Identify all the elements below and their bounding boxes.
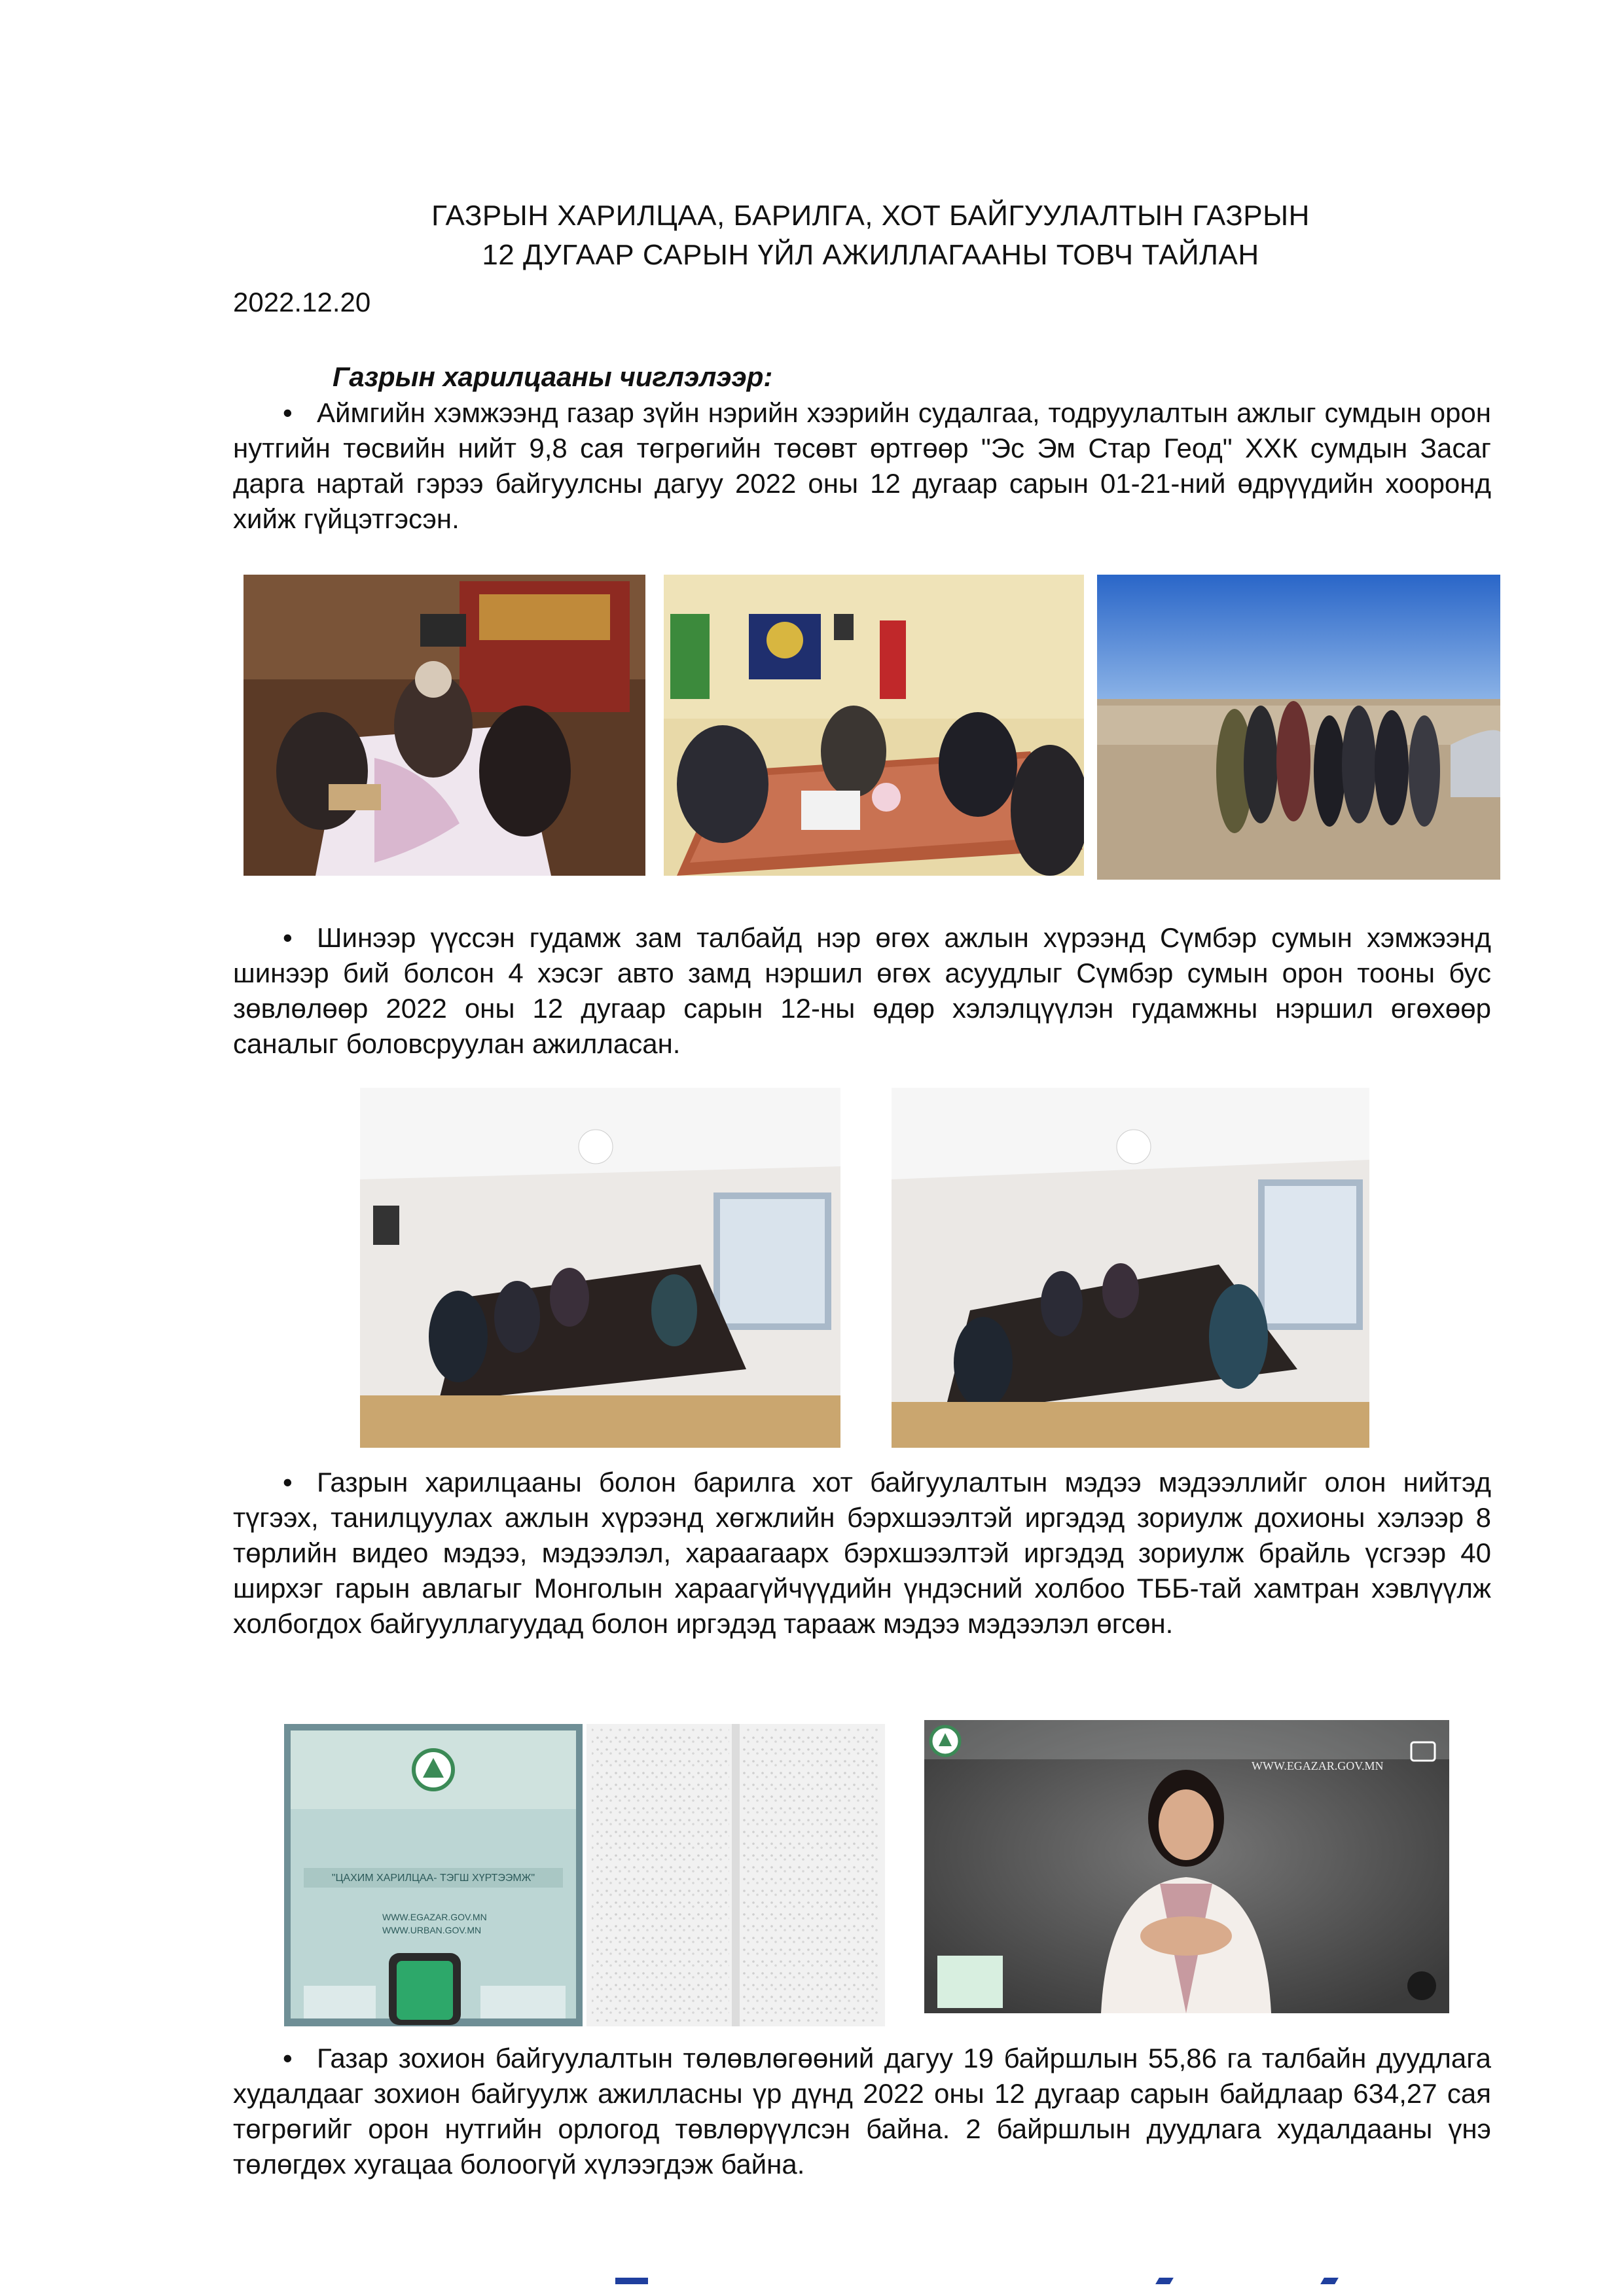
- paragraph-text: Газар зохион байгуулалтын төлөвлөгөөний дагуу 19 байршлын 55,86 га талбайн дуудлага худалдааг зохион байгуулж ажилласны үр дүнд 2022 оны 12 дугаар сарын байдлаар 634,27 сая төгрөгийг орон нутгийн орлогод төвлөрүүлсэн байна. 2 байршлын дуудлага худалдааны үнэ төлөгдөх хугацаа болоогүй хүлээгдэж байна.: [233, 2043, 1491, 2179]
- title-line-1: ГАЗРЫН ХАРИЛЦАА, БАРИЛГА, ХОТ БАЙГУУЛАЛТЫН ГАЗРЫН: [431, 200, 1310, 232]
- bullet: •: [283, 922, 293, 953]
- title-line-2: 12 ДУГААР САРЫН ҮЙЛ АЖИЛЛАГААНЫ ТОВЧ ТАЙЛАН: [482, 239, 1259, 271]
- paragraph-text: Аймгийн хэмжээнд газар зүйн нэрийн хээрийн судалгаа, тодруулалтын ажлыг сумдын орон нутгийн төсвийн нийт 9,8 сая төгрөгийн төсөвт өртгөөр "Эс Эм Стар Геод" ХХК сумдын Засаг дарга нартай гэрээ байгуулсны дагуу 2022 оны 12 дугаар сарын 01-21-ний өдрүүдийн хооронд хийж гүйцэтгэсэн.: [233, 397, 1491, 534]
- footer-decoration: [615, 2278, 648, 2284]
- photo-ger-interior-map: [244, 575, 645, 876]
- photo-meeting-office: [664, 575, 1084, 876]
- video-url: WWW.EGAZAR.GOV.MN: [1252, 1759, 1384, 1772]
- paragraph-1: [233, 395, 1491, 537]
- paragraph-text: Газрын харилцааны болон барилга хот байгуулалтын мэдээ мэдээллийг олон нийтэд түгээх, танилцуулах ажлын хүрээнд хөгжлийн бэрхшээлтэй иргэдэд зориулж дохионы хэлээр 8 төрлийн видео мэдээ, мэдээлэл, хараагаарх бэрхшээлтэй иргэдэд зориулж брайль үсгээр 40 ширхэг гарын авлагыг Монголын хараагүйчүүдийн үндэсний холбоо ТББ-тай хамтран хэвлүүлж холбогдох байгууллагуудад болон иргэдэд тарааж мэдээ мэдээлэл өгсөн.: [233, 1467, 1491, 1639]
- photo-field-survey: [1097, 575, 1500, 880]
- report-date: 2022.12.20: [233, 287, 371, 317]
- bullet: •: [283, 397, 293, 428]
- brochure-url-2: WWW.URBAN.GOV.MN: [382, 1925, 482, 1935]
- brochure-title: "ЦАХИМ ХАРИЛЦАА- ТЭГШ ХҮРТЭЭМЖ": [331, 1873, 535, 1884]
- paragraph-2: [233, 920, 1491, 1062]
- bullet: •: [283, 2043, 293, 2073]
- photo-sign-language-video: [924, 1720, 1449, 2013]
- photo-conference-room-2: [892, 1088, 1369, 1448]
- paragraph-3: [233, 1465, 1491, 1641]
- brochure-url-1: WWW.EGAZAR.GOV.MN: [382, 1912, 487, 1922]
- paragraph-text: Шинээр үүссэн гудамж зам талбайд нэр өгөх ажлын хүрээнд Сүмбэр сумын хэмжээнд шинээр бий болсон 4 хэсэг авто замд нэршил өгөх асуудлыг Сүмбэр сумын орон тооны бус зөвлөлөөр 2022 оны 12 дугаар сарын 12-ны өдөр хэлэлцүүлэн гудамжны нэршил өгөхөөр саналыг боловсруулан ажилласан.: [233, 922, 1491, 1059]
- photo-conference-room-1: [360, 1088, 840, 1448]
- section-heading: Газрын харилцааны чиглэлээр:: [333, 361, 773, 392]
- bullet: •: [283, 1467, 293, 1498]
- document-title: [367, 196, 1375, 275]
- paragraph-4: [233, 2041, 1491, 2182]
- footer-decoration: [1155, 2278, 1174, 2284]
- footer-decoration: [1320, 2278, 1339, 2284]
- photo-braille-brochure: [284, 1724, 583, 2026]
- photo-braille-pages: [586, 1724, 885, 2026]
